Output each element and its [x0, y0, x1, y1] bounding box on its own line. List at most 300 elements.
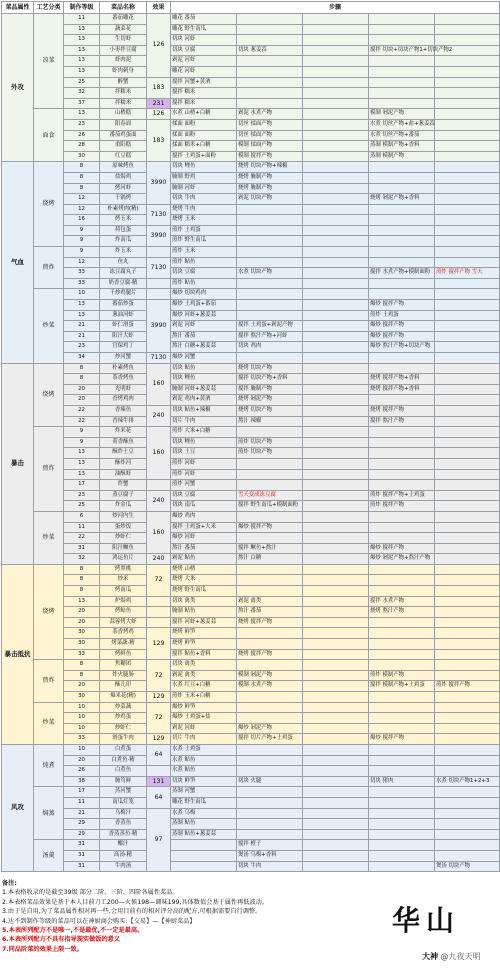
- level-cell: 12: [64, 257, 100, 268]
- step-cell: [303, 215, 369, 226]
- level-cell: 8: [64, 660, 100, 671]
- step-cell: [303, 543, 369, 554]
- step-cell: 煎炸 搅拌产物+土鸡蛋: [369, 490, 435, 501]
- table-row: [2, 649, 500, 660]
- table-row: [2, 776, 500, 787]
- step-cell: [435, 374, 500, 385]
- step-cell: 剁泥 鸡肉+黄酒: [171, 395, 237, 406]
- dish-name-cell: 冻豆腐丸子: [100, 268, 147, 279]
- step-cell: [303, 734, 369, 745]
- step-cell: [303, 713, 369, 724]
- table-row: [2, 734, 500, 745]
- craft-cell: 炒菜: [34, 702, 64, 744]
- level-cell: 28: [64, 141, 100, 152]
- step-cell: [303, 321, 369, 332]
- step-cell: [237, 480, 303, 491]
- dish-name-cell: 酥炸河: [100, 458, 147, 469]
- step-cell: 煎炸 鲇鱼: [171, 278, 237, 289]
- dish-name-cell: 炉焗鸡: [100, 596, 147, 607]
- dish-name-cell: 盐焗鸡: [100, 172, 147, 183]
- table-row: [2, 384, 500, 395]
- step-cell: 煎炸 搅拌产物 雪天: [435, 268, 500, 279]
- step-cell: [369, 14, 435, 25]
- level-cell: 13: [64, 45, 100, 56]
- step-cell: [435, 628, 500, 639]
- table-row: [2, 755, 500, 766]
- step-cell: [369, 533, 435, 544]
- attribute-cell: 气血: [2, 162, 34, 363]
- table-row: [2, 215, 500, 226]
- craft-cell: 烧烤: [34, 564, 64, 659]
- dish-name-cell: 乌梅汁: [100, 808, 147, 819]
- step-cell: [303, 480, 369, 491]
- level-cell: 8: [64, 162, 100, 173]
- step-cell: [369, 395, 435, 406]
- dish-name-cell: 炸蟹: [100, 480, 147, 491]
- effect-cell: [171, 850, 237, 861]
- level-cell: 31: [64, 861, 100, 872]
- step-cell: 搅拌 切块产物+香料: [237, 374, 303, 385]
- level-cell: 8: [64, 564, 100, 575]
- table-row: [2, 766, 500, 777]
- step-cell: [303, 776, 369, 787]
- step-cell: [303, 119, 369, 130]
- table-row: [2, 268, 500, 279]
- effect-cell: [147, 596, 171, 607]
- effect-cell: 72: [147, 702, 171, 734]
- table-row: [2, 617, 500, 628]
- dish-name-cell: 虾肉刺身: [100, 66, 147, 77]
- craft-cell: 面食: [34, 109, 64, 162]
- step-cell: 剁泥 河虾: [171, 723, 237, 734]
- header-attribute: 菜品属性: [2, 2, 34, 14]
- step-cell: 爆炒 熬汁产物+切块产物: [369, 342, 435, 353]
- step-cell: [435, 670, 500, 681]
- step-cell: [303, 787, 369, 798]
- table-row: [2, 321, 500, 332]
- table-row: [2, 533, 500, 544]
- table-row: [2, 162, 500, 173]
- table-row: [2, 819, 500, 830]
- step-cell: [303, 819, 369, 830]
- step-cell: 搅拌 橙子: [237, 840, 303, 851]
- dish-name-cell: 白煮鱼: [100, 766, 147, 777]
- table-row: [2, 66, 500, 77]
- table-row: [2, 511, 500, 522]
- step-cell: 烧烤 鲜笋: [171, 639, 237, 650]
- step-cell: [435, 151, 500, 162]
- step-cell: [435, 363, 500, 374]
- effect-cell: 126: [147, 14, 171, 78]
- step-cell: [369, 511, 435, 522]
- step-cell: [237, 702, 303, 713]
- step-cell: [237, 744, 303, 755]
- table-row: [2, 501, 500, 512]
- table-row: [2, 850, 500, 861]
- table-row: [2, 236, 500, 247]
- step-cell: 搅拌 鳜鱼+熬汁: [237, 543, 303, 554]
- dish-name-cell: 油酥虾: [100, 469, 147, 480]
- table-row: [2, 427, 500, 438]
- dish-name-cell: 蒜蓉烤大虾: [100, 617, 147, 628]
- step-cell: [303, 850, 369, 861]
- table-row: [2, 151, 500, 162]
- step-cell: [237, 511, 303, 522]
- table-row: [2, 543, 500, 554]
- step-cell: [237, 215, 303, 226]
- step-cell: [435, 702, 500, 713]
- step-cell: [303, 437, 369, 448]
- step-cell: [369, 363, 435, 374]
- step-cell: [369, 448, 435, 459]
- dish-name-cell: 蛋炒饭: [100, 522, 147, 533]
- table-row: [2, 247, 500, 258]
- effect-cell: 3990: [147, 300, 171, 353]
- table-row: [2, 77, 500, 88]
- step-cell: 熬汁 番茄: [171, 331, 237, 342]
- step-cell: [435, 490, 500, 501]
- craft-cell: 煎炸: [34, 427, 64, 512]
- level-cell: 8: [64, 363, 100, 374]
- level-cell: 12: [64, 194, 100, 205]
- dish-name-cell: 虾仁滑蛋: [100, 321, 147, 332]
- step-cell: 水煮 切块产物: [237, 268, 303, 279]
- step-cell: [303, 183, 369, 194]
- dish-name-cell: 番茄雕花: [100, 14, 147, 25]
- step-cell: 切块 鲤鱼: [171, 162, 237, 173]
- step-cell: [237, 469, 303, 480]
- step-cell: [303, 98, 369, 109]
- level-cell: 30: [64, 692, 100, 703]
- level-cell: 31: [64, 543, 100, 554]
- header-row: [2, 2, 500, 14]
- dish-name-cell: 阳汁大虾: [100, 331, 147, 342]
- step-cell: [435, 321, 500, 332]
- table-row: [2, 130, 500, 141]
- dish-name-cell: 烤鲇鱼: [100, 607, 147, 618]
- step-cell: [435, 278, 500, 289]
- dish-name-cell: 南瓜灯笼: [100, 797, 147, 808]
- table-row: [2, 289, 500, 300]
- step-cell: 爆炒 搅拌产物: [369, 300, 435, 311]
- step-cell: [237, 808, 303, 819]
- step-cell: [435, 511, 500, 522]
- step-cell: [369, 469, 435, 480]
- step-cell: [435, 35, 500, 46]
- level-cell: 21: [64, 808, 100, 819]
- step-cell: [435, 225, 500, 236]
- step-cell: [303, 596, 369, 607]
- step-cell: [369, 829, 435, 840]
- step-cell: [303, 840, 369, 851]
- effect-cell: 7130: [147, 353, 171, 364]
- step-cell: [435, 395, 500, 406]
- dish-name-cell: 炒鸡蛋: [100, 713, 147, 724]
- step-cell: [303, 342, 369, 353]
- step-cell: [369, 437, 435, 448]
- step-cell: 煎炸 模制产物: [369, 670, 435, 681]
- step-cell: [303, 829, 369, 840]
- effect-cell: 240: [147, 490, 171, 511]
- step-cell: [303, 744, 369, 755]
- brand-handle: @九夜天明: [440, 952, 481, 961]
- level-cell: 12: [64, 204, 100, 215]
- step-cell: 烧烤 搅拌产物: [369, 405, 435, 416]
- step-cell: [435, 384, 500, 395]
- effect-cell: 72: [147, 564, 171, 596]
- dish-name-cell: 重阳糕: [100, 141, 147, 152]
- effect-cell: [147, 480, 171, 491]
- dish-name-cell: 滑蛋牛肉: [100, 734, 147, 745]
- step-cell: 切块 豆腐: [171, 268, 237, 279]
- level-cell: 21: [64, 331, 100, 342]
- step-cell: [435, 723, 500, 734]
- step-cell: [435, 713, 500, 724]
- dish-name-cell: 烤玉米: [100, 215, 147, 226]
- dish-name-cell: 焦糊团: [100, 660, 147, 671]
- step-cell: [303, 490, 369, 501]
- step-cell: [237, 586, 303, 597]
- step-cell: [237, 755, 303, 766]
- step-cell: 搅拌 野生南瓜+模制面粉: [237, 501, 303, 512]
- level-cell: 23: [64, 119, 100, 130]
- step-cell: [435, 130, 500, 141]
- effect-cell: 3990: [147, 162, 171, 204]
- table-row: [2, 395, 500, 406]
- step-cell: [237, 766, 303, 777]
- step-cell: [303, 162, 369, 173]
- effect-cell: 126: [147, 109, 171, 120]
- step-cell: [435, 480, 500, 491]
- craft-cell: 炖煮: [34, 744, 64, 786]
- step-cell: [369, 204, 435, 215]
- step-cell: [303, 45, 369, 56]
- step-cell: 搅拌 熬汁产物: [369, 416, 435, 427]
- step-cell: 切丝 揉面产物: [237, 130, 303, 141]
- level-cell: 16: [64, 215, 100, 226]
- level-cell: 13: [64, 66, 100, 77]
- dish-name-cell: 生切虾: [100, 35, 147, 46]
- step-cell: [369, 744, 435, 755]
- effect-cell: [147, 289, 171, 300]
- step-cell: [303, 575, 369, 586]
- step-cell: [435, 416, 500, 427]
- dish-name-cell: 蔬菜花: [100, 24, 147, 35]
- stamp-brand: [422, 951, 481, 962]
- step-cell: 切丝 揉面产物: [237, 119, 303, 130]
- step-cell: 爆炒 搅拌产物: [237, 522, 303, 533]
- step-cell: [369, 278, 435, 289]
- table-row: [2, 744, 500, 755]
- dish-name-cell: 烤河虾: [100, 183, 147, 194]
- table-row: [2, 141, 500, 152]
- craft-cell: 凉菜: [34, 14, 64, 109]
- notes-block: [2, 879, 372, 954]
- step-cell: [369, 723, 435, 734]
- step-cell: 腌制 鲇鱼: [171, 607, 237, 618]
- table-row: [2, 24, 500, 35]
- effect-cell: [147, 617, 171, 628]
- step-cell: [369, 766, 435, 777]
- step-cell: [435, 56, 500, 67]
- step-cell: [237, 56, 303, 67]
- dish-name-cell: 炸金瓜: [100, 501, 147, 512]
- step-cell: [237, 787, 303, 798]
- level-cell: 11: [64, 14, 100, 25]
- step-cell: [435, 797, 500, 808]
- step-cell: 煎炸 河蟹: [171, 480, 237, 491]
- stamp-text: 华山: [392, 904, 461, 937]
- step-cell: [237, 14, 303, 25]
- effect-cell: [147, 766, 171, 777]
- step-cell: [303, 141, 369, 152]
- table-row: [2, 416, 500, 427]
- step-cell: [237, 236, 303, 247]
- step-cell: [435, 289, 500, 300]
- step-cell: [435, 194, 500, 205]
- step-cell: [435, 533, 500, 544]
- dish-name-cell: 炒虾仁: [100, 723, 147, 734]
- step-cell: 搅拌 水煮产物: [369, 596, 435, 607]
- dish-name-cell: 干锅烤: [100, 194, 147, 205]
- step-cell: 煎炸 土鸡蛋: [171, 225, 237, 236]
- step-cell: [237, 533, 303, 544]
- table-row: [2, 681, 500, 692]
- level-cell: 32: [64, 88, 100, 99]
- step-cell: 切块 鲇鱼+辣椒: [171, 405, 237, 416]
- table-row: [2, 692, 500, 703]
- step-cell: 爆炒 剁泥产物: [237, 723, 303, 734]
- table-row: [2, 861, 500, 872]
- step-cell: 切块 禽类: [171, 596, 237, 607]
- step-cell: 烧烤 玉米: [171, 215, 237, 226]
- level-cell: 22: [64, 533, 100, 544]
- step-cell: 烧烤 搅拌产物: [237, 649, 303, 660]
- step-cell: [435, 840, 500, 851]
- step-cell: [435, 119, 500, 130]
- step-cell: [369, 66, 435, 77]
- attribute-cell: 外攻: [2, 14, 34, 162]
- dish-name-cell: 山楂糕: [100, 109, 147, 120]
- step-cell: [369, 215, 435, 226]
- step-cell: [237, 692, 303, 703]
- step-cell: 烧烤 切块产物: [237, 363, 303, 374]
- dish-name-cell: 炒米: [100, 575, 147, 586]
- table-row: [2, 586, 500, 597]
- attribute-cell: 风攻: [2, 744, 34, 871]
- step-cell: 腌制 河虾: [171, 183, 237, 194]
- step-cell: 切块 牛肉: [171, 194, 237, 205]
- step-cell: 切块 南瓜: [171, 501, 237, 512]
- level-cell: 13: [64, 458, 100, 469]
- table-row: [2, 713, 500, 724]
- step-cell: 爆炒 剁泥产物+熬汁产物: [369, 554, 435, 565]
- table-row: [2, 310, 500, 321]
- step-cell: [369, 840, 435, 851]
- level-cell: 23: [64, 490, 100, 501]
- table-row: [2, 490, 500, 501]
- note-4: 4.达不到制作等级的菜品可以在神厨商会购买:【交易】—【神厨菜品】: [2, 917, 196, 925]
- step-cell: [303, 353, 369, 364]
- step-cell: [303, 586, 369, 597]
- step-cell: [435, 554, 500, 565]
- level-cell: 13: [64, 109, 100, 120]
- step-cell: [369, 586, 435, 597]
- step-cell: [303, 363, 369, 374]
- level-cell: 20: [64, 617, 100, 628]
- step-cell: [369, 427, 435, 438]
- effect-cell: [147, 607, 171, 618]
- craft-cell: 烧烤: [34, 162, 64, 247]
- step-cell: 腌制 野鸡: [171, 172, 237, 183]
- step-cell: [303, 77, 369, 88]
- step-cell: [237, 247, 303, 258]
- step-cell: [369, 88, 435, 99]
- level-cell: 20: [64, 384, 100, 395]
- step-cell: [303, 702, 369, 713]
- step-cell: [303, 395, 369, 406]
- step-cell: 水煮 鲇鱼: [171, 755, 237, 766]
- table-body: [2, 14, 500, 872]
- step-cell: [303, 766, 369, 777]
- step-cell: [303, 533, 369, 544]
- step-cell: 剁泥 禽类: [171, 670, 237, 681]
- table-row: [2, 331, 500, 342]
- step-cell: 熬汁 辣椒: [237, 416, 303, 427]
- header-dish-name: 菜品名称: [100, 2, 147, 14]
- level-cell: 11: [64, 797, 100, 808]
- step-cell: [369, 77, 435, 88]
- craft-cell: 烧烤: [34, 363, 64, 427]
- level-cell: 29: [64, 829, 100, 840]
- step-cell: 爆炒 河蟹: [171, 353, 237, 364]
- step-cell: [369, 808, 435, 819]
- step-cell: [237, 353, 303, 364]
- step-cell: [435, 808, 500, 819]
- step-cell: 搅拌 糯米: [171, 88, 237, 99]
- step-cell: [435, 787, 500, 798]
- step-cell: 雕花 野生南瓜: [171, 797, 237, 808]
- table-row: [2, 225, 500, 236]
- level-cell: 33: [64, 734, 100, 745]
- step-cell: [435, 162, 500, 173]
- step-cell: 熬汁 白糖: [237, 554, 303, 565]
- step-cell: 水煮 切块产物1+2+3: [435, 776, 500, 787]
- craft-cell: 焖蒸: [34, 787, 64, 840]
- step-cell: 剁泥 切块产物: [237, 194, 303, 205]
- step-cell: 熬汁 白糖+葱姜蒜: [171, 342, 237, 353]
- step-cell: 烧烤 大米: [171, 575, 237, 586]
- table-row: [2, 458, 500, 469]
- note-7: 7.同品阶菜的效果上限一致。: [2, 945, 83, 953]
- level-cell: 38: [64, 776, 100, 787]
- step-cell: [303, 257, 369, 268]
- table-row: [2, 840, 500, 851]
- dish-name-cell: 椰汁: [100, 840, 147, 851]
- level-cell: 13: [64, 300, 100, 311]
- effect-cell: 64: [147, 787, 171, 808]
- step-cell: 搅拌 土鸡蛋+剁泥产物: [237, 321, 303, 332]
- step-cell: [369, 35, 435, 46]
- step-cell: 蒸制 模制产物: [369, 151, 435, 162]
- level-cell: 8: [64, 172, 100, 183]
- table-row: [2, 448, 500, 459]
- dish-name-cell: 烤菜蔬·精: [100, 639, 147, 650]
- step-cell: 爆炒 鸡肉: [171, 511, 237, 522]
- step-cell: [303, 692, 369, 703]
- step-cell: 雕花 河虾: [171, 66, 237, 77]
- step-cell: 烧烤 搅拌产物: [237, 617, 303, 628]
